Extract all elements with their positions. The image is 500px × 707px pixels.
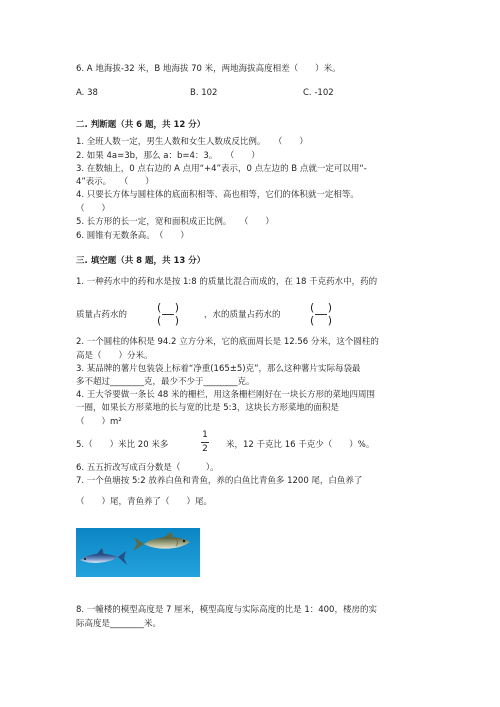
fill-q4-line2: 一圈，如果长方形菜地的长与宽的比是 5:3，这块长方形菜地的面积是 <box>76 403 339 413</box>
judge-item-4-cont: （ ） <box>76 204 111 214</box>
fraction-blank-1[interactable]: ( ) ( ) <box>157 301 179 327</box>
judge-item-5: 5. 长方形的长一定，宽和面积成正比例。 （ ） <box>76 217 274 227</box>
section-title-fill: 三. 填空题（共 8 题，共 13 分） <box>76 256 206 266</box>
judge-item-6: 6. 圆锥有无数条高。 （ ） <box>76 231 189 241</box>
fill-q3-line2: 多不超过________克，最少不少于________克。 <box>76 377 255 387</box>
fill-q6: 6. 五五折改写成百分数是（ ）。 <box>76 463 219 473</box>
fill-q7-line1: 7. 一个鱼塘按 5:2 放养白鱼和青鱼，养的白鱼比青鱼多 1200 尾，白鱼养了 <box>76 476 363 486</box>
option-b: B. 102 <box>190 88 218 98</box>
fill-q8-line1: 8. 一幢楼的模型高度是 7 厘米，模型高度与实际高度的比是 1：400，楼房的实 <box>76 605 377 615</box>
fish-illustration <box>76 528 200 577</box>
fraction-bar <box>201 442 209 443</box>
fill-q1-part-a: 质量占药水的 <box>76 310 128 320</box>
fill-q1-part-b: ，水的质量占药水的 <box>204 310 281 320</box>
fraction-denominator: 2 <box>202 444 208 454</box>
question-6: 6. A 地海拔-32 米，B 地海拔 70 米，两地海拔高度相差（ ）米。 <box>76 64 341 74</box>
judge-item-3: 3. 在数轴上，0 点右边的 A 点用“+4”表示，0 点左边的 B 点就一定可以用“- <box>76 164 367 174</box>
judge-item-3-cont: 4”表示。 （ ） <box>76 177 154 187</box>
judge-item-2: 2. 如果 4a=3b，那么 a：b=4：3。 （ ） <box>76 151 260 161</box>
fill-q5-part-a: 5.（ ）米比 20 米多 <box>76 440 169 450</box>
fill-q4-line3: （ ）m² <box>76 417 122 427</box>
fraction-numerator: 1 <box>202 430 208 440</box>
fill-q2-line1: 2. 一个圆柱的体积是 94.2 立方分米，它的底面周长是 12.56 分米，这个圆柱的 <box>76 337 379 347</box>
fill-q4-line1: 4. 王大爷要做一条长 48 米的栅栏，用这条栅栏刚好在一块长方形的菜地四周围 <box>76 390 376 400</box>
fill-q2-line2: 高是（ ）分米。 <box>76 351 153 361</box>
fill-q1-line1: 1. 一种药水中的药和水是按 1:8 的质量比混合而成的，在 18 千克药水中，药的 <box>76 277 378 287</box>
judge-item-4: 4. 只要长方体与圆柱体的底面积相等、高也相等，它们的体积就一定相等。 <box>76 190 359 200</box>
fill-q5-part-b: 米，12 千克比 16 千克少（ ）%。 <box>226 440 375 450</box>
option-a: A. 38 <box>76 88 98 98</box>
option-c: C. -102 <box>303 88 334 98</box>
fill-q3-line1: 3. 某品牌的薯片包装袋上标着“净重(165±5)克”，那么这种薯片实际每袋最 <box>76 364 361 374</box>
judge-item-1: 1. 全班人数一定，男生人数和女生人数成反比例。 （ ） <box>76 137 308 147</box>
fill-q8-line2: 际高度是________米。 <box>76 619 162 629</box>
fraction-blank-2[interactable]: ( ) ( ) <box>310 301 332 327</box>
fill-q7-line2: （ ）尾，青鱼养了（ ）尾。 <box>76 497 213 507</box>
section-title-judge: 二. 判断题（共 6 题，共 12 分） <box>76 120 206 130</box>
